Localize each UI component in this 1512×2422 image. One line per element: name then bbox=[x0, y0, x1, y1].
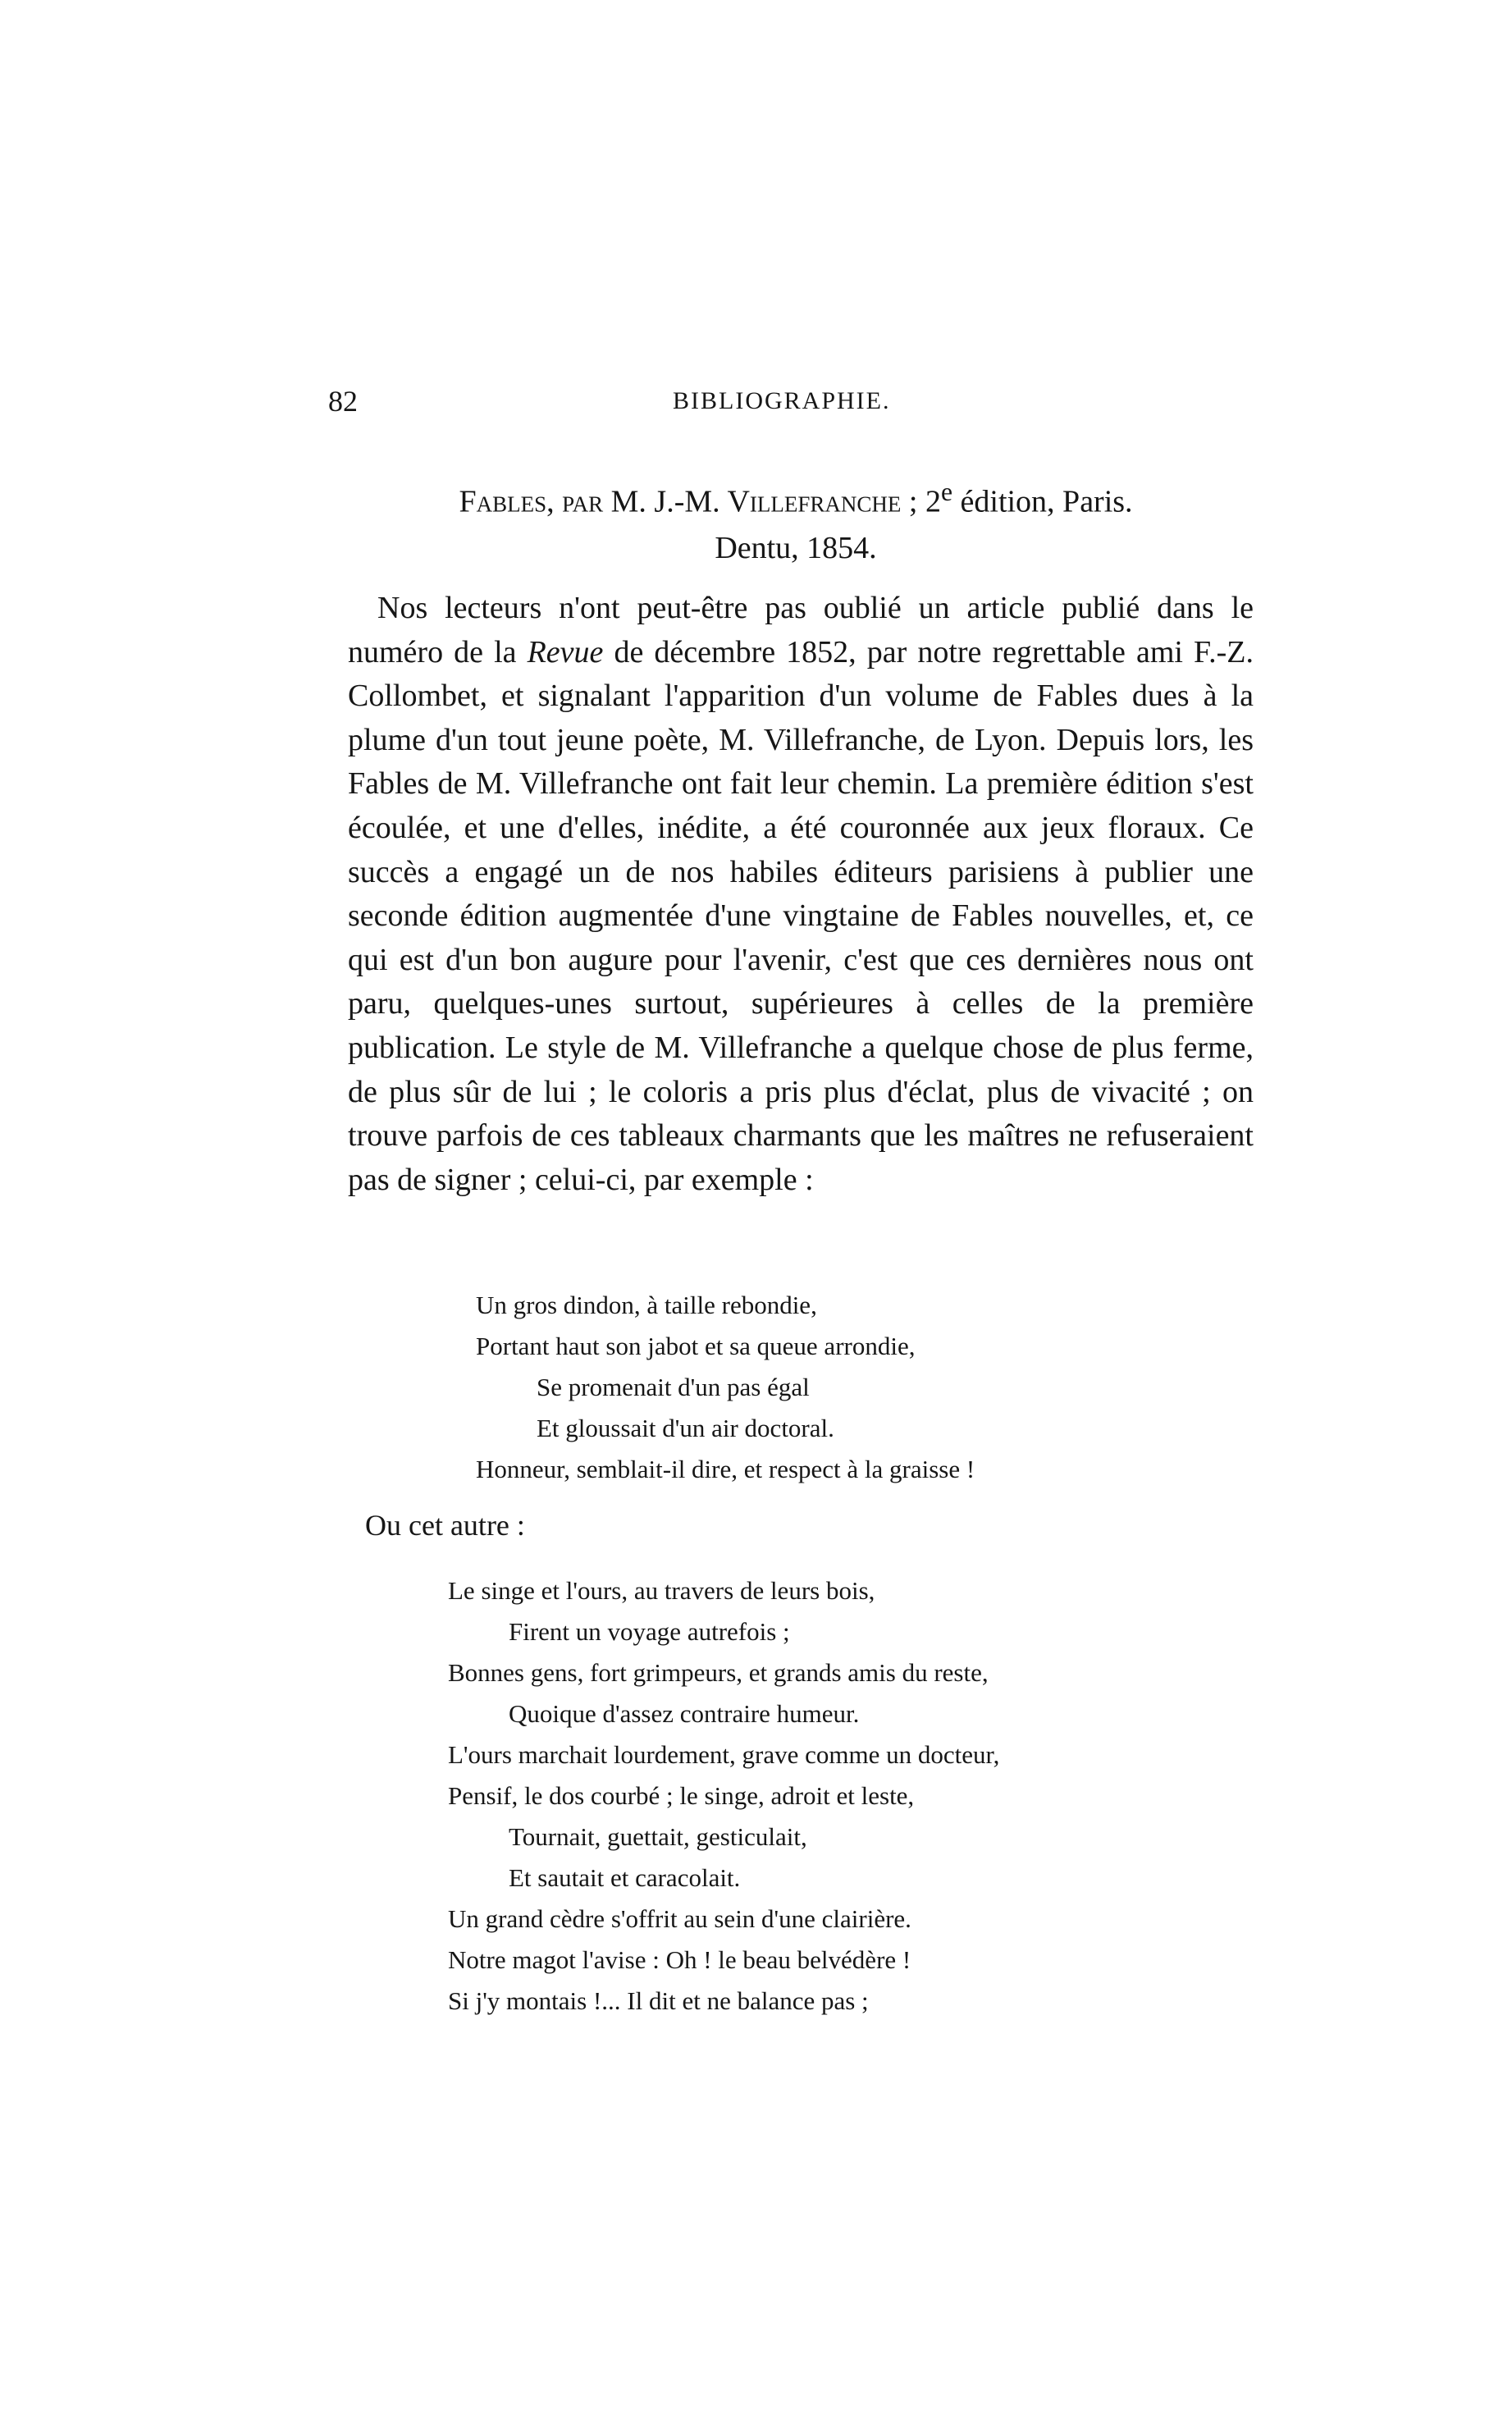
verse-line: Et gloussait d'un air doctoral. bbox=[537, 1414, 834, 1442]
verse-line: Un grand cèdre s'offrit au sein d'une clairière. bbox=[448, 1904, 911, 1933]
verse-line: Le singe et l'ours, au travers de leurs bois, bbox=[448, 1576, 875, 1605]
verse-line: Quoique d'assez contraire humeur. bbox=[509, 1699, 860, 1728]
verse-line: Notre magot l'avise : Oh ! le beau belvédère ! bbox=[448, 1945, 911, 1974]
paragraph-text-start: Nos lecteurs n'ont peut-être pas oublié un article publié dans le numéro de la bbox=[348, 591, 1254, 669]
verse-line: L'ours marchait lourdement, grave comme un docteur, bbox=[448, 1740, 1000, 1769]
heading-title-rest: édition, Paris. bbox=[952, 484, 1133, 519]
verse-line: Se promenait d'un pas égal bbox=[537, 1373, 810, 1401]
section-title: BIBLIOGRAPHIE. bbox=[673, 387, 891, 414]
verse-excerpt-dindon bbox=[476, 1285, 975, 1490]
revue-italic: Revue bbox=[527, 634, 604, 669]
verse-line: Firent un voyage autrefois ; bbox=[509, 1617, 790, 1646]
verse-line: Bonnes gens, fort grimpeurs, et grands amis du reste, bbox=[448, 1658, 989, 1687]
heading-title: Fables, par M. J.-M. Villefranche ; 2 bbox=[459, 484, 941, 519]
heading-line-1 bbox=[345, 469, 1247, 525]
verse-line: Et sautait et caracolait. bbox=[509, 1863, 741, 1892]
verse-line: Si j'y montais !... Il dit et ne balance pas ; bbox=[448, 1986, 869, 2015]
verse-line: Un gros dindon, à taille rebondie, bbox=[476, 1291, 817, 1319]
verse-excerpt-singe-ours bbox=[448, 1570, 999, 2022]
article-paragraph bbox=[348, 587, 1254, 1202]
verse-line: Tournait, guettait, gesticulait, bbox=[509, 1822, 807, 1851]
transition-text: Ou cet autre : bbox=[365, 1509, 525, 1542]
verse-line: Portant haut son jabot et sa queue arrondie, bbox=[476, 1332, 916, 1360]
paragraph-text-end: de décembre 1852, par notre regrettable ami F.-Z. Collombet, et signalant l'apparition d'un volume de Fables dues à la plume d'un tout jeune poète, M. Villefranche, de Lyon. Depuis lors, les Fables de M. Villefranche ont fait leur chemin. La première édition s'est écoulée, et une d'elles, inédite, a été couronnée aux jeux floraux. Ce succès a engagé un de nos habiles éditeurs parisiens à publier une seconde édition augmentée d'une vingtaine de Fables nouvelles, et, ce qui est d'un bon augure pour l'avenir, c'est que ces dernières nous ont paru, quelques-unes surtout, supérieures à celles de la première publication. Le style de M. Villefranche a quelque chose de plus ferme, de plus sûr de lui ; le coloris a pris plus d'éclat, plus de vivacité ; on trouve parfois de ces tableaux charmants que les maîtres ne refuseraient pas de signer ; celui-ci, par exemple : bbox=[348, 634, 1254, 1197]
verse-line: Honneur, semblait-il dire, et respect à la graisse ! bbox=[476, 1455, 975, 1483]
edition-superscript: e bbox=[940, 478, 953, 506]
article-heading bbox=[345, 469, 1247, 571]
verse-line: Pensif, le dos courbé ; le singe, adroit et leste, bbox=[448, 1781, 915, 1810]
running-head bbox=[328, 384, 1280, 425]
page-number: 82 bbox=[328, 385, 358, 418]
heading-line-2: Dentu, 1854. bbox=[715, 530, 877, 565]
